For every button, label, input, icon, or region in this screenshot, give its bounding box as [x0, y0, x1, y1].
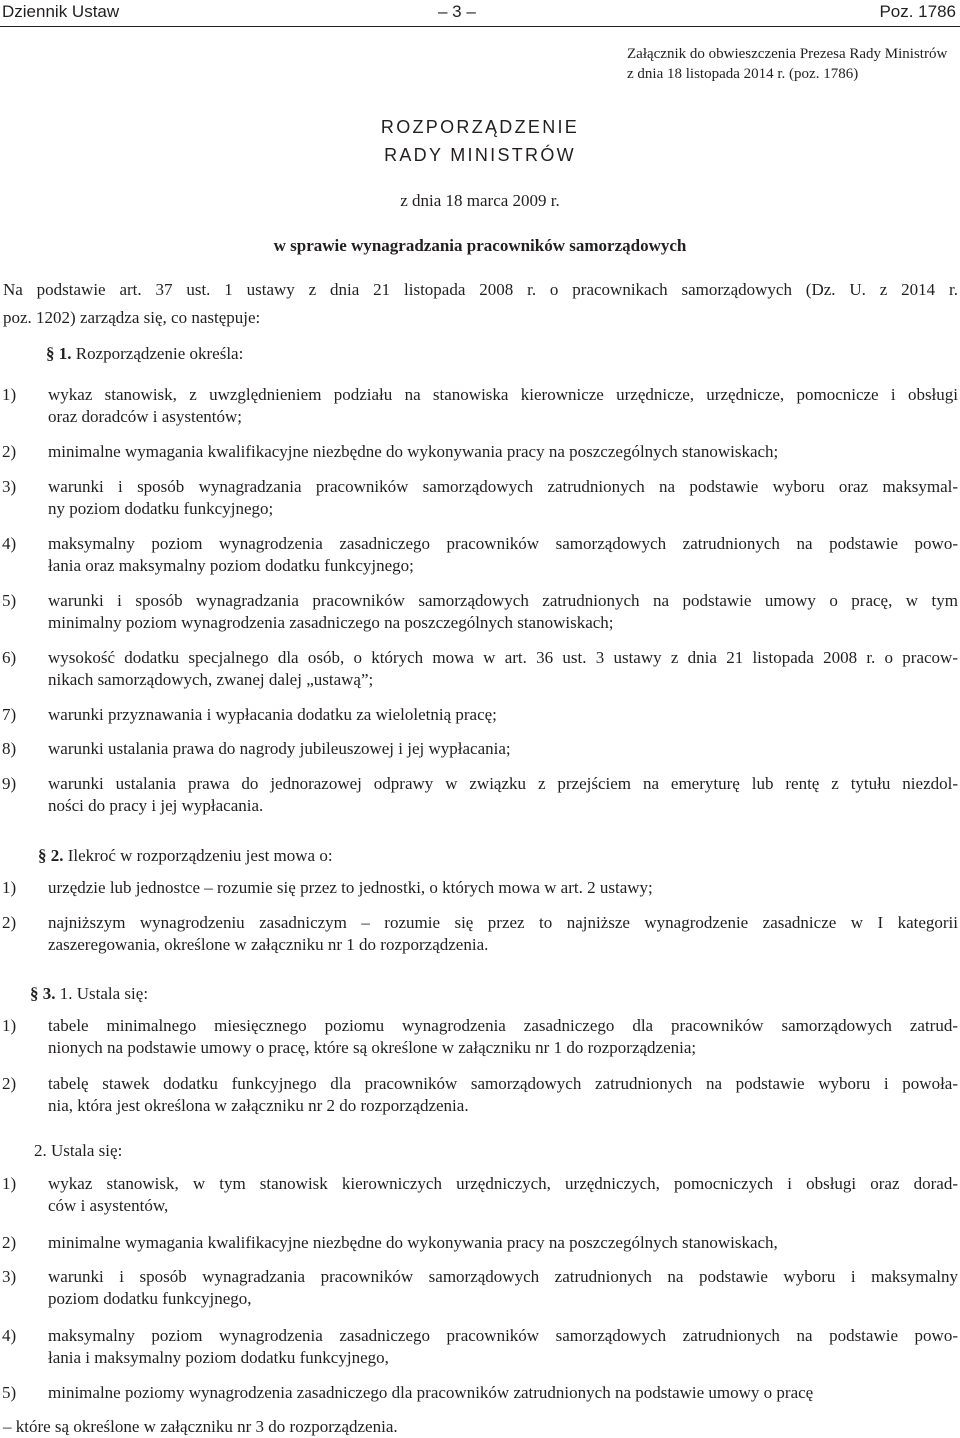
section-mark: § 2.: [38, 846, 64, 865]
item-text: ców i asystentów,: [48, 1196, 169, 1215]
item-text: warunki i sposób wynagradzania pracowników samorządowych zatrudnionych na podstawie wyboru oraz maksymal-: [48, 477, 958, 496]
annex-line: z dnia 18 listopada 2014 r. (poz. 1786): [627, 66, 859, 82]
running-header: [0, 0, 960, 27]
item-text: najniższym wynagrodzeniu zasadniczym – rozumie się przez to najniższe wynagrodzenie zasadnicze w I kategorii: [48, 913, 958, 932]
issuing-authority: RADY MINISTRÓW: [384, 145, 576, 165]
item-number: 1): [2, 1016, 17, 1035]
list-item: [2, 877, 958, 899]
item-text: wysokość dodatku specjalnego dla osób, o których mowa w art. 36 ust. 3 ustawy z dnia 21 listopada 2008 r. o pracow-: [48, 648, 958, 667]
item-number: 7): [2, 705, 17, 724]
page-number: – 3 –: [438, 2, 476, 21]
item-number: 1): [2, 878, 17, 897]
section-mark: § 3.: [30, 984, 56, 1003]
list-item: [2, 1173, 958, 1217]
item-number: 5): [2, 1383, 17, 1402]
item-number: 2): [2, 1233, 17, 1252]
item-text: oraz doradców i asystentów;: [48, 407, 243, 426]
regulation-title: ROZPORZĄDZENIE: [380, 117, 580, 137]
item-number: 3): [2, 477, 17, 496]
list-item: [2, 704, 958, 726]
preamble-line: poz. 1202) zarządza się, co następuje:: [3, 308, 261, 327]
item-text: warunki i sposób wynagradzania pracowników samorządowych zatrudnionych na podstawie umowy o pracę, w tym: [48, 591, 958, 610]
item-number: 4): [2, 534, 17, 553]
closing-line: – które są określone w załączniku nr 3 do rozporządzenia.: [3, 1417, 398, 1436]
preamble-line: Na podstawie art. 37 ust. 1 ustawy z dnia 21 listopada 2008 r. o pracownikach samorządowych (Dz. U. z 2014 r.: [3, 280, 958, 299]
item-text: maksymalny poziom wynagrodzenia zasadniczego pracowników samorządowych zatrudnionych na podstawie powo-: [48, 534, 958, 553]
list-item: [2, 1015, 958, 1059]
item-text: poziom dodatku funkcyjnego,: [48, 1289, 252, 1308]
item-number: 9): [2, 774, 17, 793]
regulation-date: z dnia 18 marca 2009 r.: [400, 191, 560, 210]
item-text: minimalne poziomy wynagrodzenia zasadniczego dla pracowników zatrudnionych na podstawie umowy o pracę: [48, 1383, 814, 1402]
item-text: warunki ustalania prawa do jednorazowej odprawy w związku z przejściem na emeryturę lub rentę z tytułu niezdol-: [48, 774, 958, 793]
list-item: [2, 1073, 958, 1117]
list-item: [2, 1232, 958, 1254]
item-text: minimalny poziom wynagrodzenia zasadniczego na poszczególnych stanowiskach;: [48, 613, 614, 632]
section-1-heading: [46, 343, 243, 365]
item-text: nia, która jest określona w załączniku nr 2 do rozporządzenia.: [48, 1096, 469, 1115]
item-text: łania i maksymalny poziom dodatku funkcyjnego,: [48, 1348, 389, 1367]
list-item: [2, 647, 958, 691]
item-text: łania oraz maksymalny poziom dodatku funkcyjnego;: [48, 556, 414, 575]
preamble: [3, 279, 958, 329]
section-intro: 1. Ustala się:: [55, 984, 149, 1003]
annex-note: [627, 44, 947, 84]
paragraph-2-heading: 2. Ustala się:: [34, 1141, 123, 1160]
item-number: 1): [2, 1174, 17, 1193]
item-text: warunki i sposób wynagradzania pracowników samorządowych zatrudnionych na podstawie wyboru i maksymalny: [48, 1267, 958, 1286]
list-item: [2, 476, 958, 520]
item-number: 6): [2, 648, 17, 667]
section-intro: Rozporządzenie określa:: [71, 344, 244, 363]
section-intro: Ilekroć w rozporządzeniu jest mowa o:: [63, 846, 333, 865]
list-item: [2, 738, 958, 760]
list-item: [2, 773, 958, 817]
regulation-subject: w sprawie wynagradzania pracowników samorządowych: [273, 236, 687, 255]
item-text: ności do pracy i jej wypłacania.: [48, 796, 264, 815]
list-item: [2, 1382, 958, 1404]
annex-line: Załącznik do obwieszczenia Prezesa Rady Ministrów: [627, 46, 948, 62]
item-text: nikach samorządowych, zwanej dalej „ustawą”;: [48, 670, 374, 689]
item-number: 5): [2, 591, 17, 610]
section-mark: § 1.: [46, 344, 72, 363]
item-number: 8): [2, 739, 17, 758]
list-item: [2, 384, 958, 428]
item-text: nionych na podstawie umowy o pracę, które są określone w załączniku nr 1 do rozporządzenia;: [48, 1038, 697, 1057]
section-2-heading: [38, 845, 333, 867]
item-text: tabelę stawek dodatku funkcyjnego dla pracowników samorządowych zatrudnionych na podstawie wyboru i powoła-: [48, 1074, 958, 1093]
list-item: [2, 441, 958, 463]
item-number: 2): [2, 442, 17, 461]
item-text: maksymalny poziom wynagrodzenia zasadniczego pracowników samorządowych zatrudnionych na podstawie powo-: [48, 1326, 958, 1345]
section-3-heading: [30, 983, 148, 1005]
item-number: 2): [2, 913, 17, 932]
item-text: zaszeregowania, określone w załączniku nr 1 do rozporządzenia.: [48, 935, 489, 954]
item-text: wykaz stanowisk, z uwzględnieniem podziału na stanowiska kierownicze urzędnicze, urzędnicze, pomocnicze i obsługi: [48, 385, 958, 404]
item-number: 3): [2, 1267, 17, 1286]
list-item: [2, 533, 958, 577]
item-text: wykaz stanowisk, w tym stanowisk kierowniczych urzędniczych, urzędniczych, pomocniczych i obsługi oraz dorad-: [48, 1174, 958, 1193]
list-item: [2, 1325, 958, 1369]
item-text: tabele minimalnego miesięcznego poziomu wynagrodzenia zasadniczego dla pracowników samorządowych zatrud-: [48, 1016, 958, 1035]
journal-name: Dziennik Ustaw: [2, 2, 120, 21]
list-item: [2, 590, 958, 634]
item-text: warunki ustalania prawa do nagrody jubileuszowej i jej wypłacania;: [48, 739, 511, 758]
list-item: [2, 1266, 958, 1310]
list-item: [2, 912, 958, 956]
item-number: 1): [2, 385, 17, 404]
item-number: 2): [2, 1074, 17, 1093]
item-text: warunki przyznawania i wypłacania dodatku za wieloletnią pracę;: [48, 705, 497, 724]
item-text: minimalne wymagania kwalifikacyjne niezbędne do wykonywania pracy na poszczególnych stanowiskach,: [48, 1233, 778, 1252]
item-number: 4): [2, 1326, 17, 1345]
item-text: minimalne wymagania kwalifikacyjne niezbędne do wykonywania pracy na poszczególnych stanowiskach;: [48, 442, 779, 461]
item-text: ny poziom dodatku funkcyjnego;: [48, 499, 274, 518]
item-text: urzędzie lub jednostce – rozumie się przez to jednostki, o których mowa w art. 2 ustawy;: [48, 878, 653, 897]
position-number: Poz. 1786: [879, 2, 956, 21]
